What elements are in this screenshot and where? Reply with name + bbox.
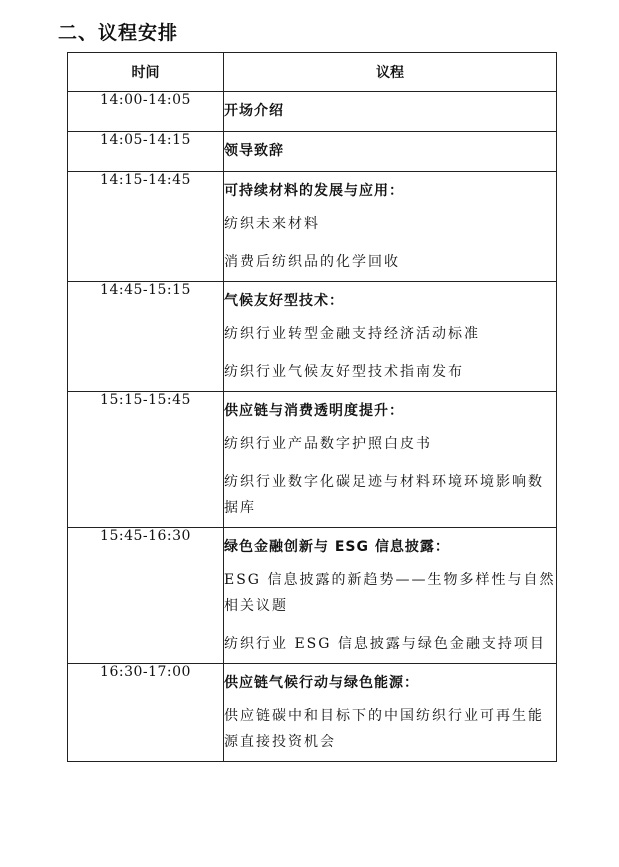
agenda-cell	[224, 392, 557, 528]
agenda-subitem: 消费后纺织品的化学回收	[224, 254, 400, 270]
agenda-cell	[224, 664, 557, 762]
time-cell: 14:45-15:15	[68, 282, 224, 392]
time-cell: 16:30-17:00	[68, 664, 224, 762]
time-cell: 14:15-14:45	[68, 172, 224, 282]
agenda-subitem: 供应链碳中和目标下的中国纺织行业可再生能源直接投资机会	[224, 708, 544, 750]
time-cell: 15:45-16:30	[68, 528, 224, 664]
agenda-subitem: ESG 信息披露的新趋势——生物多样性与自然相关议题	[224, 572, 556, 614]
table-row	[68, 528, 557, 664]
agenda-subitem: 纺织行业气候友好型技术指南发布	[224, 364, 464, 380]
time-cell: 14:00-14:05	[68, 92, 224, 132]
agenda-title: 供应链气候行动与绿色能源：	[224, 675, 419, 691]
table-row	[68, 172, 557, 282]
time-cell: 14:05-14:15	[68, 132, 224, 172]
section-title: 二、议程安排	[58, 22, 179, 44]
agenda-subitem: 纺织未来材料	[224, 216, 320, 232]
agenda-subitem: 纺织行业 ESG 信息披露与绿色金融支持项目	[224, 636, 546, 652]
agenda-title: 开场介绍	[224, 103, 284, 119]
agenda-subitem: 纺织行业产品数字护照白皮书	[224, 436, 432, 452]
header-row	[68, 53, 557, 92]
table-row	[68, 664, 557, 762]
agenda-title: 可持续材料的发展与应用：	[224, 183, 404, 199]
agenda-cell	[224, 92, 557, 132]
agenda-cell	[224, 528, 557, 664]
agenda-subitem: 纺织行业数字化碳足迹与材料环境环境影响数据库	[224, 474, 544, 516]
agenda-title: 绿色金融创新与 ESG 信息披露：	[224, 539, 450, 555]
agenda-cell	[224, 172, 557, 282]
header-time: 时间	[68, 53, 224, 92]
agenda-title: 气候友好型技术：	[224, 293, 344, 309]
agenda-title: 领导致辞	[224, 143, 284, 159]
table-row	[68, 392, 557, 528]
agenda-cell	[224, 282, 557, 392]
agenda-title: 供应链与消费透明度提升：	[224, 403, 404, 419]
agenda-subitem: 纺织行业转型金融支持经济活动标准	[224, 326, 480, 342]
time-cell: 15:15-15:45	[68, 392, 224, 528]
table-row	[68, 282, 557, 392]
agenda-table	[67, 52, 557, 762]
agenda-cell	[224, 132, 557, 172]
table-row	[68, 92, 557, 132]
header-agenda: 议程	[224, 53, 557, 92]
table-row	[68, 132, 557, 172]
